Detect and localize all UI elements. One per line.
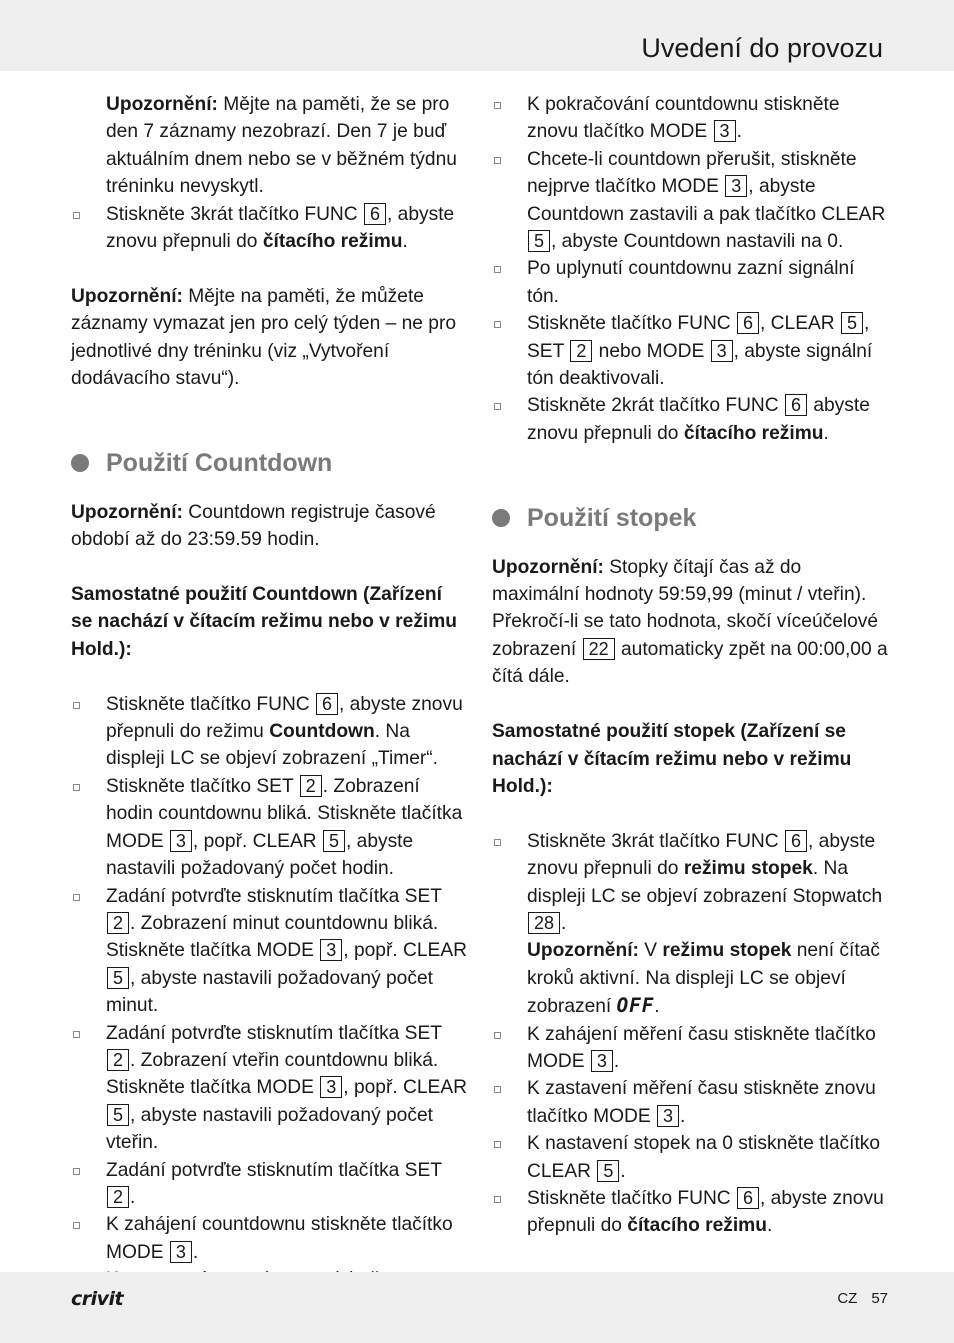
- checkbox-bullet-icon: [494, 321, 501, 328]
- step-text: Chcete-li countdown přerušit, stiskněte nejprve tlačítko MODE: [527, 148, 857, 198]
- key-ref: 6: [316, 693, 338, 715]
- list-item: [492, 255, 888, 310]
- step-text: .: [680, 1105, 686, 1127]
- language-code: CZ: [837, 1290, 858, 1307]
- list-item: [71, 773, 467, 883]
- step-bold: režimu stopek: [683, 858, 813, 880]
- step-text: , abyste znovu přepnuli do: [527, 830, 876, 880]
- key-ref: 6: [737, 312, 759, 334]
- step-text: , abyste Countdown zastavili a pak tlačítko CLEAR: [527, 176, 886, 225]
- list-item: [492, 1075, 888, 1130]
- note-label: Upozornění:: [71, 501, 183, 523]
- step-bold: Countdown: [269, 721, 375, 743]
- step-text: , abyste znovu přepnuli do režimu: [106, 693, 463, 743]
- step-text: .: [192, 1241, 199, 1263]
- checkbox-bullet-icon: [73, 894, 80, 901]
- key-ref: 2: [300, 775, 322, 797]
- step-text: Stiskněte tlačítko SET: [106, 775, 299, 797]
- step-text: .: [130, 1186, 136, 1208]
- checkbox-bullet-icon: [494, 1196, 501, 1203]
- note-text: V: [638, 940, 663, 962]
- note-label: Upozornění:: [492, 556, 604, 578]
- checkbox-bullet-icon: [494, 403, 501, 410]
- step-text: Stiskněte tlačítko FUNC: [527, 313, 736, 335]
- step-text: , abyste nastavili požadovaný počet minut.: [106, 967, 433, 1017]
- key-ref: 5: [528, 230, 550, 252]
- step-text: , abyste nastavili požadovaný počet hodin.: [106, 830, 414, 880]
- step-text: . Zobrazení hodin countdownu bliká. Stiskněte tlačítka MODE: [106, 775, 463, 852]
- step-text: .: [766, 1215, 773, 1237]
- step-text: .: [736, 121, 742, 143]
- list-item: [492, 146, 888, 256]
- key-ref: 5: [323, 830, 345, 852]
- note-label: Upozornění:: [71, 285, 183, 307]
- note-countdown: [71, 499, 467, 554]
- step-text: Po uplynutí countdownu zazní signální tón.: [527, 258, 855, 307]
- note-text: Mějte na paměti, že se pro den 7 záznamy nezobrazí. Den 7 je buď aktuálním dnem nebo se v běžném týdnu tréninku nevyskytl.: [106, 94, 457, 198]
- right-column: [492, 91, 888, 1240]
- list-item: [492, 91, 888, 146]
- step-list: [492, 828, 888, 1240]
- key-ref: 5: [107, 967, 129, 989]
- step-text: Stiskněte tlačítko FUNC: [106, 693, 315, 715]
- key-ref: 5: [841, 312, 863, 334]
- list-item: [492, 1130, 888, 1185]
- step-list: [71, 201, 467, 256]
- step-text: .: [613, 1050, 620, 1072]
- step-text: , abyste signální tón deaktivovali.: [527, 340, 873, 390]
- checkbox-bullet-icon: [494, 266, 501, 273]
- step-text: , popř. CLEAR: [192, 830, 322, 852]
- step-text: , popř. CLEAR: [343, 940, 467, 962]
- list-item: [71, 691, 467, 773]
- step-text: nebo MODE: [593, 340, 710, 362]
- page-footer: [837, 1288, 888, 1310]
- key-ref: 3: [591, 1050, 613, 1072]
- subheading-stopwatch: Samostatné použití stopek (Zařízení se nachází v čítacím režimu nebo v režimu Hold.):: [492, 721, 852, 797]
- step-text: Stiskněte tlačítko FUNC: [527, 1187, 736, 1209]
- list-item: [71, 201, 467, 256]
- key-ref: 3: [657, 1105, 679, 1127]
- step-text: .: [561, 912, 567, 934]
- step-text: , SET: [527, 313, 870, 362]
- checkbox-bullet-icon: [73, 702, 80, 709]
- note-text: Mějte na paměti, že můžete záznamy vymazat jen pro celý týden – ne pro jednotlivé dny tréninku (viz „Vytvoření dodávacího stavu“).: [71, 285, 457, 390]
- step-text: Stiskněte 2krát tlačítko FUNC: [527, 395, 784, 417]
- key-ref: 6: [785, 394, 807, 416]
- key-ref: 6: [364, 203, 386, 225]
- list-item: [71, 1211, 467, 1266]
- checkbox-bullet-icon: [494, 1032, 501, 1039]
- checkbox-bullet-icon: [73, 1168, 80, 1175]
- step-list: [71, 691, 467, 1321]
- step-text: K zastavení měření času stiskněte znovu tlačítko MODE: [527, 1078, 876, 1127]
- footer-band: [0, 1272, 954, 1343]
- step-text: Zadání potvrďte stisknutím tlačítka SET: [106, 885, 442, 907]
- step-text: .: [620, 1160, 626, 1182]
- note-label: Upozornění:: [527, 940, 639, 962]
- step-bold: čítacího režimu: [683, 422, 824, 444]
- section-heading-stopwatch: [492, 500, 888, 536]
- step-text: Stiskněte 3krát tlačítko FUNC: [527, 830, 784, 852]
- checkbox-bullet-icon: [73, 212, 80, 219]
- checkbox-bullet-icon: [73, 1222, 80, 1229]
- list-item: [492, 828, 888, 1021]
- key-ref: 6: [785, 830, 807, 852]
- step-text: K nastavení stopek na 0 stiskněte tlačítko CLEAR: [527, 1133, 881, 1182]
- section-heading-countdown: [71, 445, 467, 481]
- page-title: Uvedení do provozu: [641, 33, 883, 63]
- step-text: . Zobrazení minut countdownu bliká. Stiskněte tlačítka MODE: [106, 912, 439, 962]
- step-text: , abyste znovu přepnuli do: [527, 1187, 884, 1237]
- key-ref: 3: [320, 939, 342, 961]
- key-ref: 5: [107, 1104, 129, 1126]
- step-text: , CLEAR: [760, 313, 840, 335]
- step-list: [492, 91, 888, 447]
- section-heading-text: Použití stopek: [527, 503, 697, 532]
- key-ref: 22: [583, 638, 615, 660]
- note-text: .: [654, 996, 660, 1018]
- checkbox-bullet-icon: [494, 1141, 501, 1148]
- key-ref: 2: [107, 1049, 129, 1071]
- list-item: [492, 1185, 888, 1240]
- note-text: Countdown registruje časové období až do 23:59.59 hodin.: [71, 501, 436, 551]
- bullet-dot-icon: [492, 509, 510, 527]
- step-bold: režimu stopek: [662, 940, 792, 962]
- step-text: , abyste Countdown nastavili na 0.: [551, 231, 844, 253]
- step-text: , abyste znovu přepnuli do: [106, 203, 455, 253]
- key-ref: 3: [711, 340, 733, 362]
- note-stopwatch: [492, 554, 888, 691]
- step-text: Zadání potvrďte stisknutím tlačítka SET: [106, 1159, 442, 1181]
- key-ref: 28: [528, 912, 560, 934]
- step-text: . Na displeji LC se objeví zobrazení Stopwatch: [527, 858, 883, 907]
- step-text: abyste znovu přepnuli do: [527, 395, 870, 444]
- list-item: [71, 1020, 467, 1157]
- step-text: . Zobrazení vteřin countdownu bliká. Stiskněte tlačítka MODE: [106, 1049, 439, 1099]
- checkbox-bullet-icon: [73, 1031, 80, 1038]
- key-ref: 3: [320, 1076, 342, 1098]
- step-bold: čítacího režimu: [262, 231, 403, 253]
- key-ref: 3: [725, 175, 747, 197]
- key-ref: 2: [107, 912, 129, 934]
- key-ref: 5: [597, 1160, 619, 1182]
- note-text: není čítač kroků aktivní. Na displeji LC se objeví zobrazení: [527, 940, 880, 1018]
- section-heading-text: Použití Countdown: [106, 448, 333, 477]
- list-item: [71, 1157, 467, 1212]
- step-text: K zahájení countdownu stiskněte tlačítko MODE: [106, 1214, 453, 1263]
- step-text: Zadání potvrďte stisknutím tlačítka SET: [106, 1022, 442, 1044]
- key-ref: 3: [714, 120, 736, 142]
- note-text: Stopky čítají čas až do maximální hodnoty 59:59,99 (minut / vteřin). Překročí-li se tato hodnota, skočí víceúčelové zobrazení: [492, 556, 879, 660]
- step-text: K pokračování countdownu stiskněte znovu tlačítko MODE: [527, 94, 840, 143]
- step-text: , abyste nastavili požadovaný počet vteřin.: [106, 1104, 433, 1154]
- bullet-dot-icon: [71, 454, 89, 472]
- key-ref: 2: [107, 1186, 129, 1208]
- note-delete: [71, 283, 467, 393]
- step-text: .: [823, 422, 829, 444]
- step-text: , popř. CLEAR: [343, 1077, 467, 1099]
- key-ref: 2: [570, 340, 592, 362]
- lcd-off-readout: OFF: [616, 994, 655, 1018]
- checkbox-bullet-icon: [494, 839, 501, 846]
- list-item: [71, 883, 467, 1020]
- checkbox-bullet-icon: [494, 157, 501, 164]
- step-text: .: [402, 231, 408, 253]
- checkbox-bullet-icon: [494, 102, 501, 109]
- key-ref: 3: [170, 830, 192, 852]
- page-number: 57: [871, 1290, 888, 1307]
- step-text: Stiskněte 3krát tlačítko FUNC: [106, 203, 363, 225]
- checkbox-bullet-icon: [494, 1086, 501, 1093]
- brand-logo: crivit: [71, 1288, 124, 1310]
- list-item: [492, 310, 888, 392]
- key-ref: 3: [170, 1241, 192, 1263]
- note-text: automaticky zpět na 00:00,00 a čítá dále.: [492, 638, 888, 688]
- subheading-countdown: Samostatné použití Countdown (Zařízení se nachází v čítacím režimu nebo v režimu Hold.):: [71, 584, 458, 660]
- step-text: K zahájení měření času stiskněte tlačítko MODE: [527, 1023, 876, 1072]
- step-text: . Na displeji LC se objeví zobrazení „Timer“.: [106, 721, 438, 770]
- checkbox-bullet-icon: [73, 784, 80, 791]
- left-column: [71, 91, 467, 1321]
- note-days: [71, 91, 467, 201]
- step-bold: čítacího režimu: [627, 1215, 767, 1237]
- list-item: [492, 1021, 888, 1076]
- note-label: Upozornění:: [106, 94, 218, 115]
- key-ref: 6: [737, 1187, 759, 1209]
- list-item: [492, 392, 888, 447]
